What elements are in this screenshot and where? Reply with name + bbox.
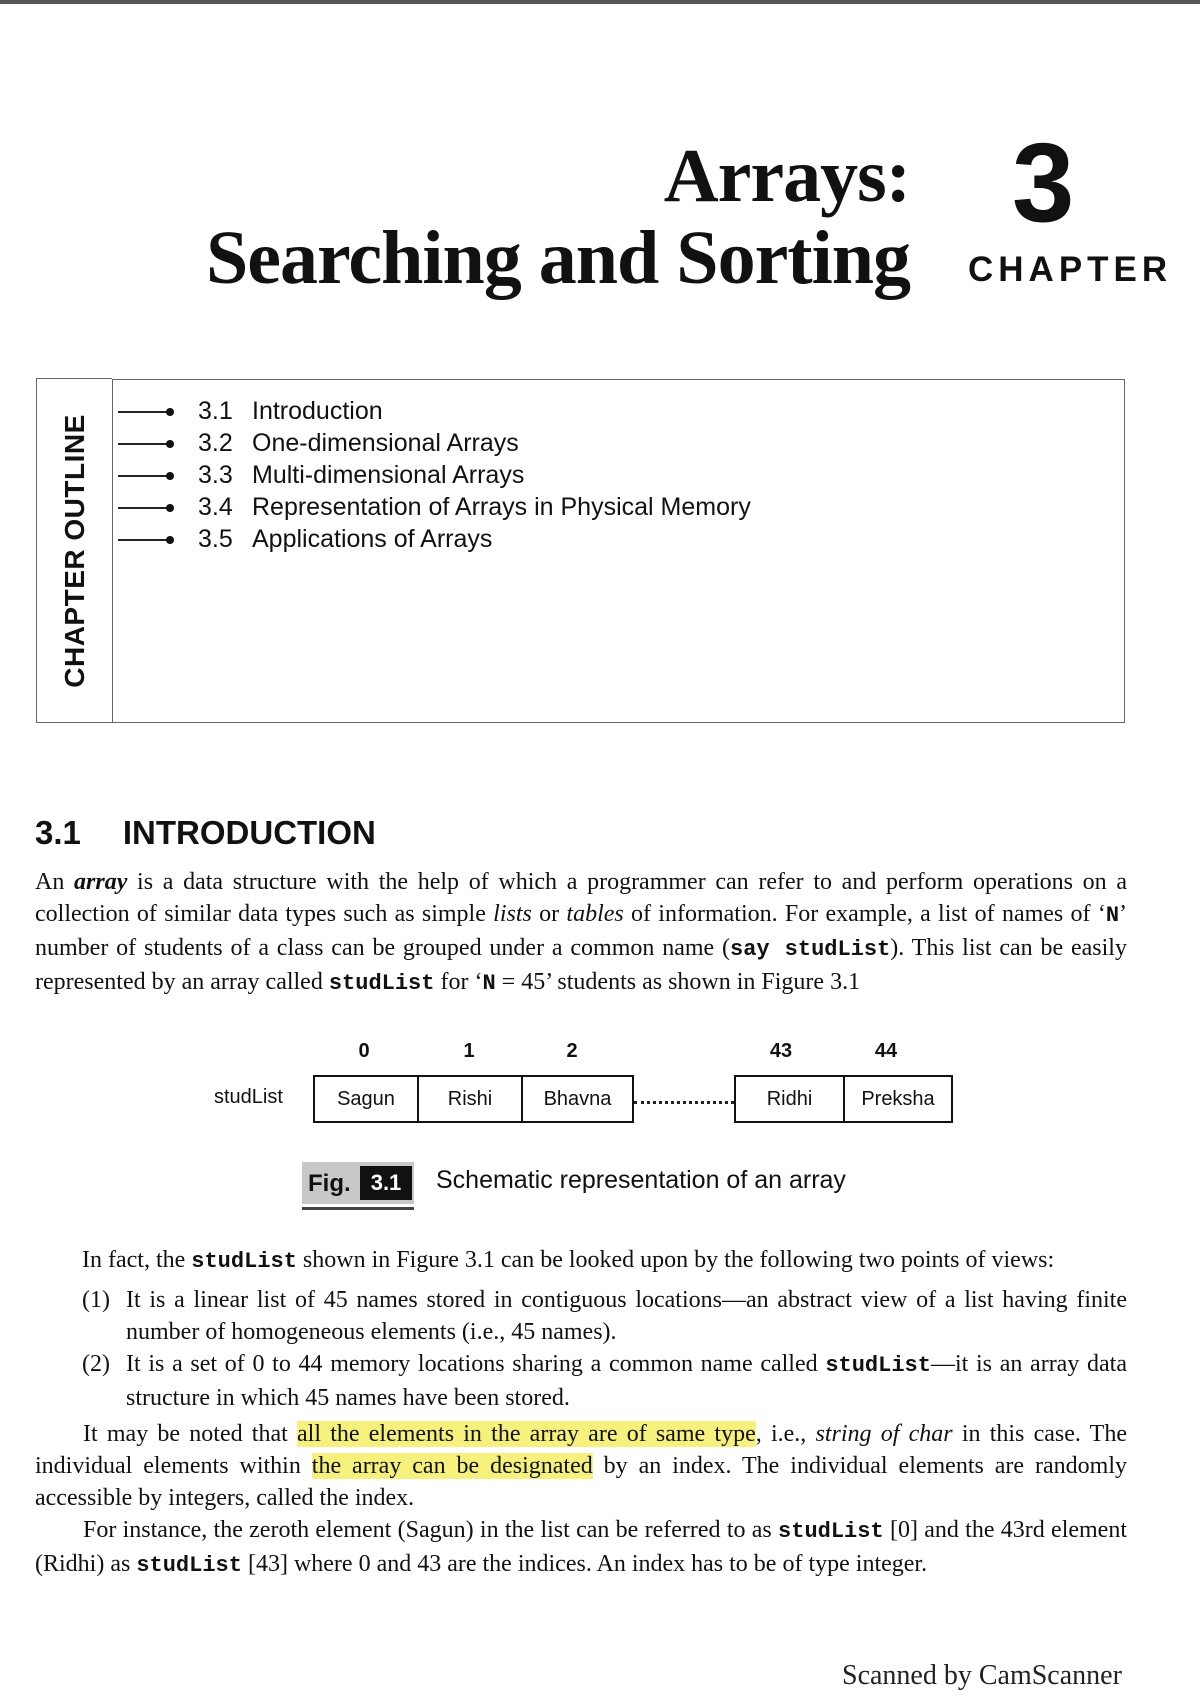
- scanner-watermark: Scanned by CamScanner: [842, 1660, 1122, 1691]
- text-run: ’ number of students of a class can be grouped under a common name (: [35, 901, 1128, 961]
- text-run: An: [35, 869, 75, 895]
- list-item: [82, 1284, 1127, 1348]
- outline-item-label: Applications of Arrays: [252, 525, 493, 553]
- chapter-outline-label: CHAPTER OUTLINE: [58, 413, 90, 688]
- text-run: for ‘: [434, 969, 483, 995]
- section-heading: [35, 814, 376, 852]
- array-index: 2: [566, 1040, 578, 1062]
- chapter-label: CHAPTER: [968, 250, 1173, 289]
- code-run: N: [482, 971, 496, 996]
- bullet-arrow-icon: [118, 507, 170, 509]
- bullet-arrow-icon: [118, 475, 170, 477]
- array-index: 1: [463, 1040, 475, 1062]
- outline-item-label: One-dimensional Arrays: [252, 429, 519, 457]
- text-run: or: [531, 901, 567, 927]
- figure-tag-label: Fig.: [308, 1170, 351, 1197]
- outline-item: [118, 428, 878, 458]
- figure-tag-underline: [302, 1207, 414, 1210]
- outline-item-number: 3.1: [198, 397, 233, 425]
- code-run: studList: [825, 1353, 931, 1378]
- code-run: studList: [191, 1249, 297, 1274]
- code-run: studList: [136, 1553, 242, 1578]
- array-cell: Bhavna: [521, 1075, 634, 1123]
- array-index: 0: [358, 1040, 370, 1062]
- bullet-arrow-icon: [118, 443, 170, 445]
- section-number: 3.1: [35, 814, 81, 851]
- text-run: shown in Figure 3.1 can be looked upon by the following two points of views:: [296, 1247, 1055, 1273]
- code-run: studList: [778, 1519, 884, 1544]
- array-cell: Preksha: [843, 1075, 953, 1123]
- array-cell: Ridhi: [734, 1075, 845, 1123]
- array-index: 43: [769, 1040, 793, 1062]
- bullet-arrow-icon: [118, 539, 170, 541]
- ellipsis-connector: [634, 1101, 734, 1104]
- text-run: In fact, the: [82, 1247, 192, 1273]
- code-run: studList: [328, 971, 435, 996]
- text-run: —it is an array data structure in which 45 names have been stored.: [126, 1351, 1128, 1411]
- text-run: in this case. The individual elements within: [35, 1421, 1127, 1479]
- term-array: array: [74, 869, 128, 895]
- views-intro: [82, 1244, 1127, 1278]
- outline-item-label: Representation of Arrays in Physical Memory: [252, 493, 751, 521]
- text-run: [0] and the 43rd element (Ridhi) as: [35, 1517, 1127, 1577]
- figure-number: 3.1: [360, 1166, 412, 1200]
- scan-top-edge: [0, 0, 1200, 4]
- outline-item-number: 3.2: [198, 429, 233, 457]
- highlighted-text: all the elements in the array are of same type: [297, 1421, 756, 1447]
- chapter-outline-sidebar: [36, 378, 112, 723]
- code-run: say studList: [730, 937, 891, 962]
- outline-item: [118, 524, 878, 554]
- list-item-number: (1): [82, 1287, 110, 1313]
- figure-tag: [302, 1162, 414, 1204]
- text-run: It is a set of 0 to 44 memory locations sharing a common name called: [126, 1351, 826, 1377]
- array-cell: Rishi: [417, 1075, 523, 1123]
- list-item: [82, 1348, 1127, 1414]
- array-name-label: studList: [214, 1086, 283, 1108]
- outline-item-number: 3.5: [198, 525, 233, 553]
- array-index: 44: [874, 1040, 898, 1062]
- array-cell: Sagun: [313, 1075, 419, 1123]
- figure-caption: Schematic representation of an array: [436, 1166, 846, 1194]
- chapter-number: 3: [1012, 120, 1075, 245]
- instance-paragraph: [35, 1514, 1127, 1582]
- text-run: , i.e.,: [755, 1421, 816, 1447]
- intro-paragraph: [35, 866, 1127, 1000]
- list-item-number: (2): [82, 1351, 110, 1377]
- outline-item: [118, 396, 878, 426]
- text-run: by an index. The individual elements are randomly accessible by integers, called the index.: [35, 1453, 1127, 1511]
- outline-item: [118, 460, 878, 490]
- text-run: of information. For example, a list of names of ‘: [623, 901, 1106, 927]
- text-run: It may be noted that: [83, 1421, 298, 1447]
- emphasis-text: string of char: [815, 1421, 953, 1447]
- outline-item-number: 3.4: [198, 493, 233, 521]
- code-run: N: [1105, 903, 1120, 928]
- note-paragraph: [35, 1418, 1127, 1514]
- text-run: [43] where 0 and 43 are the indices. An index has to be of type integer.: [241, 1551, 928, 1577]
- text-run: For instance, the zeroth element (Sagun) in the list can be referred to as: [83, 1517, 779, 1543]
- outline-item: [118, 492, 878, 522]
- outline-item-number: 3.3: [198, 461, 233, 489]
- text-run: It is a linear list of 45 names stored in contiguous locations—an abstract view of a list having finite number of homogeneous elements (i.e., 45 names).: [126, 1287, 1127, 1345]
- section-title: INTRODUCTION: [122, 814, 376, 851]
- chapter-title-line1: Arrays:: [663, 134, 910, 218]
- chapter-title-line2: Searching and Sorting: [206, 216, 910, 300]
- term-tables: tables: [566, 901, 624, 927]
- text-run: = 45’ students as shown in Figure 3.1: [495, 969, 861, 995]
- outline-item-label: Multi-dimensional Arrays: [252, 461, 525, 489]
- bullet-arrow-icon: [118, 411, 170, 413]
- term-lists: lists: [493, 901, 532, 927]
- highlighted-text: the array can be designated: [311, 1453, 593, 1479]
- outline-item-label: Introduction: [252, 397, 383, 425]
- text-run: is a data structure with the help of which a programmer can refer to and perform operations on a collection of similar data types such as simple: [35, 869, 1127, 927]
- text-run: ). This list can be easily represented by an array called: [35, 935, 1127, 995]
